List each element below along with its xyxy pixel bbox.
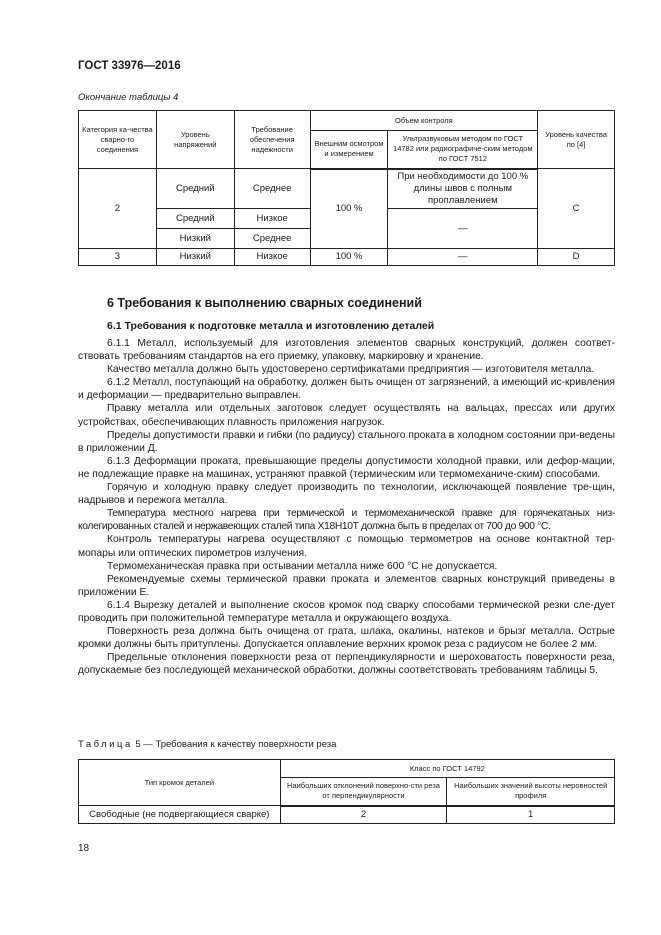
cell-ultrasonic: — — [388, 209, 538, 249]
table4-caption: Окончание таблицы 4 — [78, 92, 179, 103]
cell-reliability: Низкое — [234, 209, 310, 229]
th-category: Категория ка-чества сварно-го соединения — [79, 111, 157, 169]
section-title: 6 Требования к выполнению сварных соединений — [107, 296, 422, 310]
cell-visual: 100 % — [310, 249, 388, 266]
cell-deviation: 2 — [280, 806, 447, 824]
th-deviation: Наибольших отклонений поверхно-сти реза от перпендикулярности — [280, 778, 447, 806]
cell-category: 3 — [79, 249, 157, 266]
cell-ultrasonic: При необходимости до 100 % длины швов с полным проплавлением — [388, 169, 538, 209]
th-quality: Уровень качества по [4] — [538, 111, 615, 169]
paragraph: Контроль температуры нагрева осуществляют с помощью термометров на основе контактной тер-мопары или оптических пирометров излучения. — [78, 534, 615, 559]
cell-reliability: Низкое — [234, 249, 310, 266]
th-stress: Уровень напряжений — [156, 111, 234, 169]
paragraph: Температура местного нагрева при термической и термомеханической правке для горячекатаных низ-колегированных сталей и нержавеющих сталей типа Х18Н10Т должна быть в пределах от 700 до 900 °С. — [78, 508, 615, 533]
table5-caption-word: Таблица — [78, 739, 133, 750]
cell-stress: Средний — [156, 169, 234, 209]
th-reliability: Требование обеспечения надежности — [234, 111, 310, 169]
table-row — [79, 249, 615, 266]
paragraph: Рекомендуемые схемы термической правки проката и элементов сварных конструкций приведены в приложении Е. — [78, 573, 615, 598]
th-class: Класс по ГОСТ 14792 — [280, 760, 614, 778]
cell-roughness: 1 — [447, 806, 615, 824]
cell-category: 2 — [79, 169, 157, 249]
table-row — [79, 169, 615, 209]
th-roughness: Наибольших значений высоты неровностей профиля — [447, 778, 615, 806]
cell-quality: С — [538, 169, 615, 249]
table5 — [78, 759, 615, 824]
cell-reliability: Среднее — [234, 169, 310, 209]
cell-edge-type: Свободные (не подвергающиеся сварке) — [79, 806, 281, 824]
paragraph: Качество металла должно быть удостоверено сертификатами предприятия — изготовителя металла. — [107, 364, 595, 376]
paragraph: 6.1.2 Металл, поступающий на обработку, должен быть очищен от загрязнений, а имеющий ис-кривления и деформации — предварительно выправлен. — [78, 377, 615, 402]
table-row — [79, 806, 615, 824]
table5-caption-text: 5 — Требования к качеству поверхности реза — [132, 739, 337, 750]
subsection-title: 6.1 Требования к подготовке металла и изготовлению деталей — [107, 320, 435, 332]
standard-header: ГОСТ 33976—2016 — [78, 60, 181, 72]
th-edge-type: Тип кромок деталей — [79, 760, 281, 806]
th-visual: Внешним осмотром и измерением — [310, 131, 388, 169]
paragraph: 6.1.4 Вырезку деталей и выполнение скосов кромок под сварку способами термической резки сле-дует проводить при положительной температуре металла и окружающего воздуха. — [78, 599, 615, 624]
cell-quality: D — [538, 249, 615, 266]
cell-reliability: Среднее — [234, 229, 310, 249]
th-control: Объем контроля — [310, 111, 538, 131]
paragraph: Поверхность реза должна быть очищена от грата, шлака, окалины, натеков и брызг металла. Острые кромки должны быть притуплены. Допускается оплавление верхних кромок реза с радиусом не более 2 мм. — [78, 626, 615, 651]
th-ultrasonic: Ультразвуковым методом по ГОСТ 14782 или радиографиче-ским методом по ГОСТ 7512 — [388, 131, 538, 169]
paragraph: Горячую и холодную правку следует производить по технологии, исключающей появление тре-щин, надрывов и пережога металла. — [78, 482, 615, 507]
cell-stress: Низкий — [156, 229, 234, 249]
cell-visual: 100 % — [310, 169, 388, 249]
paragraph: Правку металла или отдельных заготовок следует осуществлять на вальцах, прессах или других устройствах, обеспечивающих плавность приложения нагрузок. — [78, 403, 615, 428]
cell-stress: Низкий — [156, 249, 234, 266]
cell-stress: Средний — [156, 209, 234, 229]
paragraph: 6.1.3 Деформации проката, превышающие пределы допустимости холодной правки, или дефор-мации, не подлежащие правке на машинах, устраняют правкой (термическим или термомеханиче-ским) способами. — [78, 455, 615, 480]
table5-caption — [78, 739, 336, 750]
paragraph: Пределы допустимости правки и гибки (по радиусу) стального проката в холодном состоянии при-ведены в приложении Д. — [78, 429, 615, 454]
paragraph: Термомеханическая правка при остывании металла ниже 600 °С не допускается. — [107, 560, 498, 572]
paragraph: 6.1.1 Металл, используемый для изготовления элементов сварных конструкций, должен соответ-ствовать требованиям стандартов на его приемку, упаковку, маркировку и хранение. — [78, 338, 615, 363]
table4 — [78, 110, 615, 266]
paragraph: Предельные отклонения поверхности реза от перпендикулярности и шероховатость поверхности реза, допускаемые без последующей механической обработки, должны соответствовать требованиям таблицы 5. — [78, 652, 615, 677]
section-body — [78, 337, 615, 677]
page-number: 18 — [78, 843, 90, 854]
cell-ultrasonic: — — [388, 249, 538, 266]
